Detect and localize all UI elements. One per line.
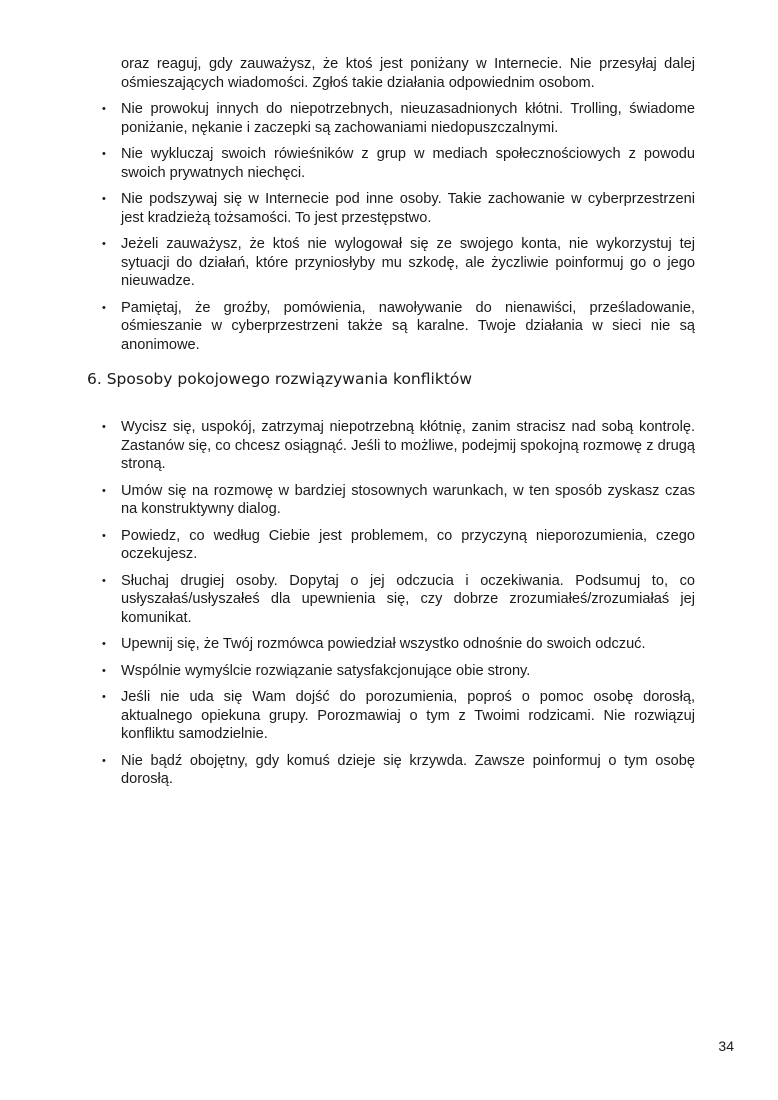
section-heading: 6. Sposoby pokojowego rozwiązywania konfliktów (87, 370, 473, 388)
list-item: • Pamiętaj, że groźby, pomówienia, nawoływanie do nienawiści, prześladowanie, ośmieszanie w cyberprzestrzeni także są karalne. Twoje działania w sieci nie są anonimowe. (121, 299, 695, 355)
list-item: • Wycisz się, uspokój, zatrzymaj niepotrzebną kłótnię, zanim stracisz nad sobą kontrolę. Zastanów się, co chcesz osiągnąć. Jeśli to możliwe, podejmij spokojną rozmowę z drugą stroną. (121, 418, 695, 474)
list-item: • Nie wykluczaj swoich rówieśników z grup w mediach społecznościowych z powodu swoich prywatnych niechęci. (121, 145, 695, 182)
continued-paragraph: oraz reaguj, gdy zauważysz, że ktoś jest poniżany w Internecie. Nie przesyłaj dalej ośmieszających wiadomości. Zgłoś takie działania odpowiednim osobom. (121, 56, 695, 91)
conflict-resolution-list (121, 418, 695, 797)
safety-rules-list (121, 100, 695, 362)
list-item: • Powiedz, co według Ciebie jest problemem, co przyczyną nieporozumienia, czego oczekujesz. (121, 527, 695, 564)
list-item: • Wspólnie wymyślcie rozwiązanie satysfakcjonujące obie strony. (121, 662, 695, 681)
list-item: • Słuchaj drugiej osoby. Dopytaj o jej odczucia i oczekiwania. Podsumuj to, co usłyszałaś/usłyszałeś dla upewnienia się, czy dobrze zrozumiałeś/zrozumiałaś jej komunikat. (121, 572, 695, 628)
list-item: • Jeżeli zauważysz, że ktoś nie wylogował się ze swojego konta, nie wykorzystuj tej sytuacji do działań, które przyniosłyby mu szkodę, ale życzliwie poinformuj go o jego nieuwadze. (121, 235, 695, 291)
list-item: • Nie podszywaj się w Internecie pod inne osoby. Takie zachowanie w cyberprzestrzeni jest kradzieżą tożsamości. To jest przestępstwo. (121, 190, 695, 227)
list-item: • Nie prowokuj innych do niepotrzebnych, nieuzasadnionych kłótni. Trolling, świadome poniżanie, nękanie i zaczepki są zachowaniami niedopuszczalnymi. (121, 100, 695, 137)
list-item: • Upewnij się, że Twój rozmówca powiedział wszystko odnośnie do swoich odczuć. (121, 635, 695, 654)
list-item: • Umów się na rozmowę w bardziej stosownych warunkach, w ten sposób zyskasz czas na konstruktywny dialog. (121, 482, 695, 519)
list-item: • Jeśli nie uda się Wam dojść do porozumienia, poproś o pomoc osobę dorosłą, aktualnego opiekuna grupy. Porozmawiaj o tym z Twoimi rodzicami. Nie rozwiązuj konfliktu samodzielnie. (121, 688, 695, 744)
list-item: • Nie bądź obojętny, gdy komuś dzieje się krzywda. Zawsze poinformuj o tym osobę dorosłą. (121, 752, 695, 789)
page-number: 34 (718, 1038, 734, 1054)
